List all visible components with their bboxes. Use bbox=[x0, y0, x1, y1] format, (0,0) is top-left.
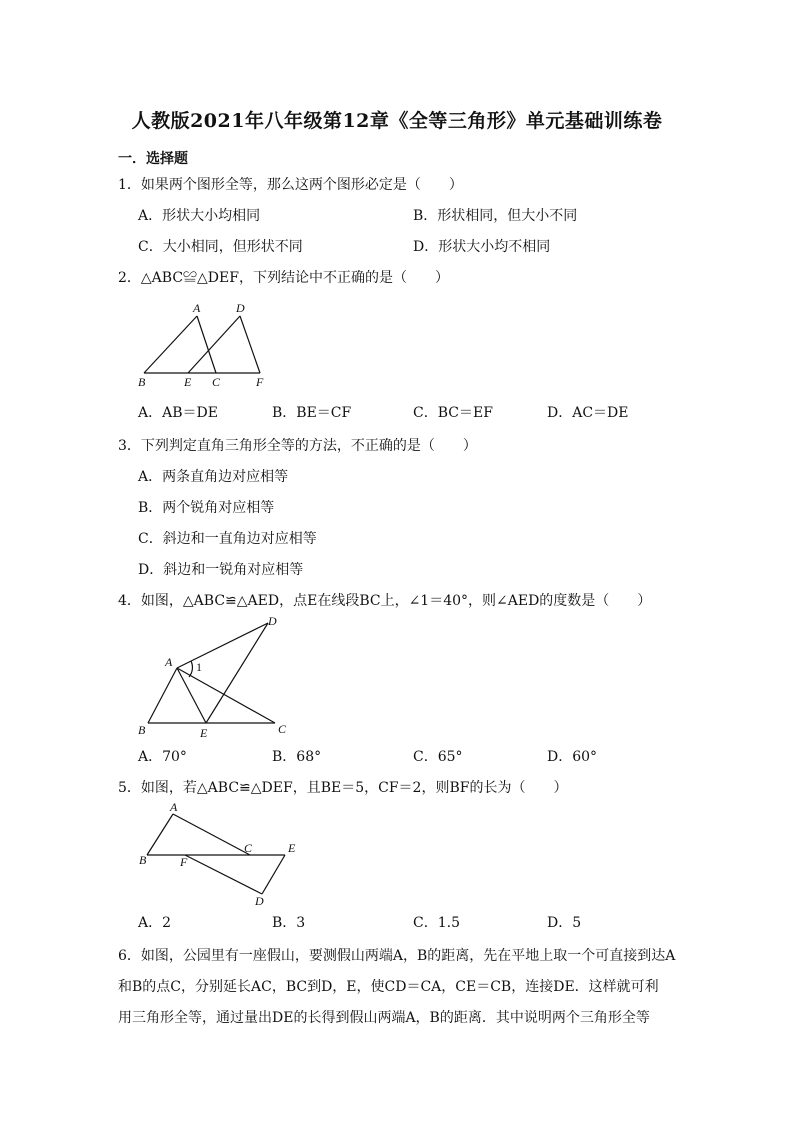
q4-figure bbox=[130, 613, 300, 741]
q2-label-b: B bbox=[138, 375, 146, 389]
q2-stem: 2．△ABC≌△DEF，下列结论中不正确的是（ ） bbox=[118, 270, 449, 286]
q5-segment-ac bbox=[173, 814, 250, 855]
q2-label-c: C bbox=[212, 375, 221, 389]
q5-figure bbox=[130, 800, 310, 908]
q5-label-d: D bbox=[255, 894, 264, 908]
q5-segment-ed bbox=[262, 855, 285, 894]
q5-label-b: B bbox=[139, 853, 147, 867]
q1-option-a: A．形状大小均相同 bbox=[138, 208, 261, 224]
q2-option-a: A．AB＝DE bbox=[138, 405, 218, 421]
q2-label-d: D bbox=[236, 301, 245, 315]
q5-option-b: B．3 bbox=[272, 915, 306, 931]
q4-label-a: A bbox=[165, 655, 173, 669]
q5-option-a: A．2 bbox=[138, 915, 172, 931]
q5-segment-ab bbox=[147, 814, 173, 855]
q5-label-f: F bbox=[180, 855, 188, 869]
q3-option-c: C．斜边和一直角边对应相等 bbox=[138, 531, 317, 547]
q5-segment-fd bbox=[185, 855, 262, 894]
q5-label-a: A bbox=[170, 800, 178, 814]
q3-option-b: B．两个锐角对应相等 bbox=[138, 500, 275, 516]
q1-stem: 1．如果两个图形全等，那么这两个图形必定是（ ） bbox=[118, 177, 463, 193]
q4-label-angle-1: 1 bbox=[196, 660, 202, 674]
q2-option-b: B．BE＝CF bbox=[272, 405, 352, 421]
q6-line-2: 和B的点C，分别延长AC，BC到D，E，使CD＝CA，CE＝CB，连接DE．这样就可利 bbox=[118, 979, 659, 995]
q5-label-e: E bbox=[288, 841, 296, 855]
q5-option-c: C．1.5 bbox=[413, 915, 460, 931]
q2-segment-ac bbox=[197, 316, 216, 373]
page-title: 人教版2021年八年级第12章《全等三角形》单元基础训练卷 bbox=[131, 110, 663, 132]
q4-label-e: E bbox=[200, 726, 208, 740]
q2-option-d: D．AC＝DE bbox=[547, 405, 629, 421]
q4-label-b: B bbox=[138, 723, 146, 737]
q4-stem: 4．如图，△ABC≌△AED，点E在线段BC上，∠1＝40°，则∠AED的度数是（ ） bbox=[118, 593, 652, 609]
q1-option-b: B．形状相同，但大小不同 bbox=[413, 208, 578, 224]
q4-label-c: C bbox=[278, 722, 287, 736]
q6-line-1: 6．如图，公园里有一座假山，要测假山两端A，B的距离，先在平地上取一个可直接到达A bbox=[118, 948, 676, 964]
q2-label-a: A bbox=[193, 301, 201, 315]
q4-option-c: C．65° bbox=[413, 749, 463, 765]
q1-option-c: C．大小相同，但形状不同 bbox=[138, 239, 303, 255]
q2-figure bbox=[130, 300, 280, 392]
q3-option-d: D．斜边和一锐角对应相等 bbox=[138, 562, 304, 578]
q2-label-e: E bbox=[184, 375, 192, 389]
q3-stem: 3．下列判定直角三角形全等的方法，不正确的是（ ） bbox=[118, 438, 477, 454]
q3-option-a: A．两条直角边对应相等 bbox=[138, 469, 289, 485]
q4-option-b: B．68° bbox=[272, 749, 322, 765]
q2-segment-ed bbox=[188, 316, 240, 373]
q4-option-d: D．60° bbox=[547, 749, 598, 765]
section-heading: 一．选择题 bbox=[118, 151, 188, 167]
q2-label-f: F bbox=[256, 375, 264, 389]
q5-stem: 5．如图，若△ABC≌△DEF，且BE＝5，CF＝2，则BF的长为（ ） bbox=[118, 780, 568, 796]
q6-line-3: 用三角形全等，通过量出DE的长得到假山两端A，B的距离．其中说明两个三角形全等 bbox=[118, 1010, 650, 1026]
q2-segment-df bbox=[240, 316, 260, 373]
q2-option-c: C．BC＝EF bbox=[413, 405, 493, 421]
q2-segment-ba bbox=[144, 316, 197, 373]
q5-option-d: D．5 bbox=[547, 915, 582, 931]
q5-label-c: C bbox=[244, 841, 253, 855]
q1-option-d: D．形状大小均不相同 bbox=[413, 239, 551, 255]
q4-label-d: D bbox=[268, 614, 277, 628]
q4-option-a: A．70° bbox=[138, 749, 187, 765]
q4-segment-ab bbox=[148, 668, 177, 723]
